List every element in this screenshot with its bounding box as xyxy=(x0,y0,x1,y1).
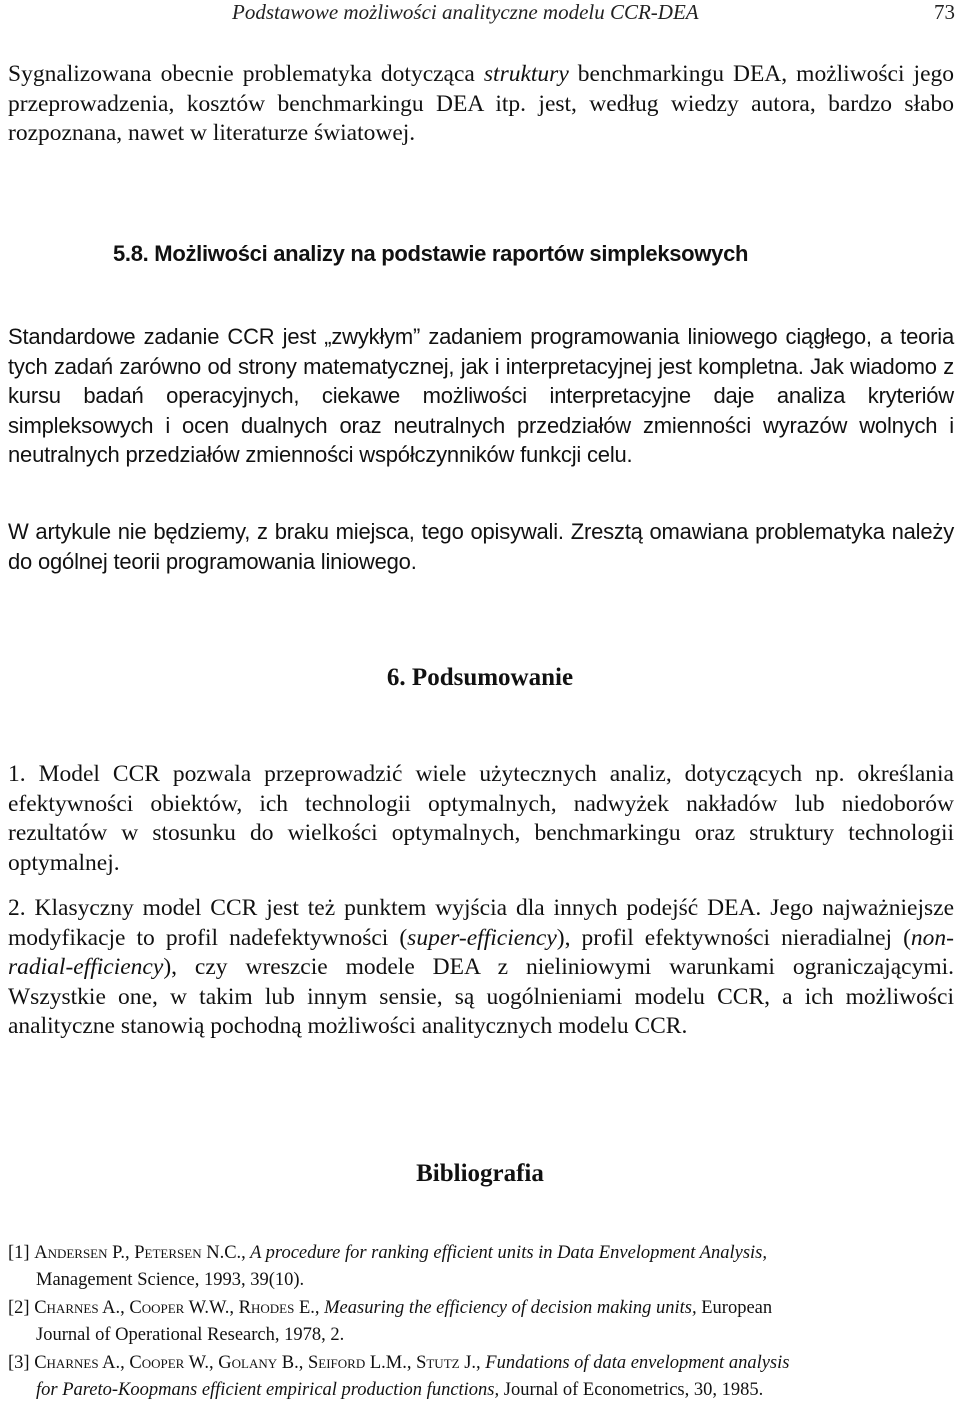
bib-2-source-a: European xyxy=(696,1298,773,1318)
section-5-8-paragraph-2: W artykule nie będziemy, z braku miejsca, tego opisywali. Zresztą omawiana problematyka należy do ogólnej teorii programowania liniowego. xyxy=(8,519,954,574)
bib-1-title: A procedure for ranking efficient units in Data Envelopment Analysis, xyxy=(245,1243,767,1263)
bib-2-number: [2] xyxy=(8,1298,35,1318)
section-5-8-paragraph-1 xyxy=(8,322,954,470)
bib-1-authors: Andersen P., Petersen N.C., xyxy=(34,1243,246,1263)
section-5-8-text-1b: Jak wiadomo z kursu badań operacyjnych, ciekawe możliwości interpretacyjne daje analiza kryteriów simpleksowych i ocen dualnych oraz neutralnych przedziałów zmienności wyrazów wolnych i neutralnych przedziałów zmienności współczynników funkcji celu. xyxy=(8,353,954,467)
section-5-8-text-1a: Standardowe zadanie CCR jest „zwykłym” zadaniem programowania liniowego ciągłego, a teoria tych zadań zarówno od strony matematycznej, jak i interpretacyjnej jest kompletna. xyxy=(8,324,954,379)
page-number: 73 xyxy=(934,0,955,24)
intro-text-c: benchmarkingu DEA, możliwości jego przeprowadzenia, kosztów benchmarkingu DEA itp. jest, według wiedzy autora, bardzo słabo rozpoznana, nawet w literaturze światowej. xyxy=(8,61,955,146)
bibliography-item-2 xyxy=(8,1295,956,1349)
bib-3-title: Fundations of data envelopment analysis xyxy=(480,1353,790,1373)
bib-1-number: [1] xyxy=(8,1243,35,1263)
bib-3-title-cont: for Pareto-Koopmans efficient empirical production functions, xyxy=(36,1380,500,1400)
summary-text-2a: 2. Klasyczny model CCR jest też punktem wyjścia dla innych podejść DEA. Jego najważniejsze modyfikacje to profil nadefektywności ( xyxy=(8,895,954,951)
bib-3-source: Journal of Econometrics, 30, 1985. xyxy=(499,1380,764,1400)
summary-text-2c: ), profil efektywności nieradialnej ( xyxy=(556,924,911,951)
intro-paragraph xyxy=(8,60,954,149)
summary-heading: 6. Podsumowanie xyxy=(386,664,574,691)
bib-2-source: Journal of Operational Research, 1978, 2. xyxy=(36,1325,345,1345)
bibliography-heading: Bibliografia xyxy=(416,1160,544,1187)
bibliography-item-3 xyxy=(8,1350,956,1404)
bibliography-item-1 xyxy=(8,1240,956,1294)
bib-2-title: Measuring the efficiency of decision making units, xyxy=(319,1298,697,1318)
intro-text-emphasis: struktury xyxy=(483,61,569,87)
summary-paragraph-2 xyxy=(8,894,954,1042)
summary-term-super-efficiency: super-efficiency xyxy=(407,924,557,951)
section-5-8-heading: 5.8. Możliwości analizy na podstawie raportów simpleksowych xyxy=(113,241,749,266)
bib-3-number: [3] xyxy=(8,1353,35,1373)
summary-paragraph-1: 1. Model CCR pozwala przeprowadzić wiele użytecznych analiz, dotyczących np. określania efektywności obiektów, ich technologii optymalnych, nadwyżek nakładów lub niedoborów rezultatów w stosunku do wielkości optymalnych, benchmarkingu oraz struktury technologii optymalnej. xyxy=(8,761,954,876)
intro-text-a: Sygnalizowana obecnie problematyka dotycząca xyxy=(8,61,484,87)
bib-3-authors: Charnes A., Cooper W., Golany B., Seiford L.M., Stutz J., xyxy=(34,1353,481,1373)
bib-1-source: Management Science, 1993, 39(10). xyxy=(36,1270,305,1290)
summary-term-non-radial: non-radial-efficiency xyxy=(8,924,954,980)
bib-2-authors: Charnes A., Cooper W.W., Rhodes E., xyxy=(34,1298,320,1318)
running-title: Podstawowe możliwości analityczne modelu CCR-DEA xyxy=(232,0,699,24)
summary-text-2e: ), czy wreszcie modele DEA z nieliniowymi warunkami ograniczającymi. Wszystkie one, w takim lub innym sensie, są uogólnieniami modelu CCR, a ich możliwości analityczne stanowią pochodną możliwości analitycznych modelu CCR. xyxy=(8,954,954,1039)
